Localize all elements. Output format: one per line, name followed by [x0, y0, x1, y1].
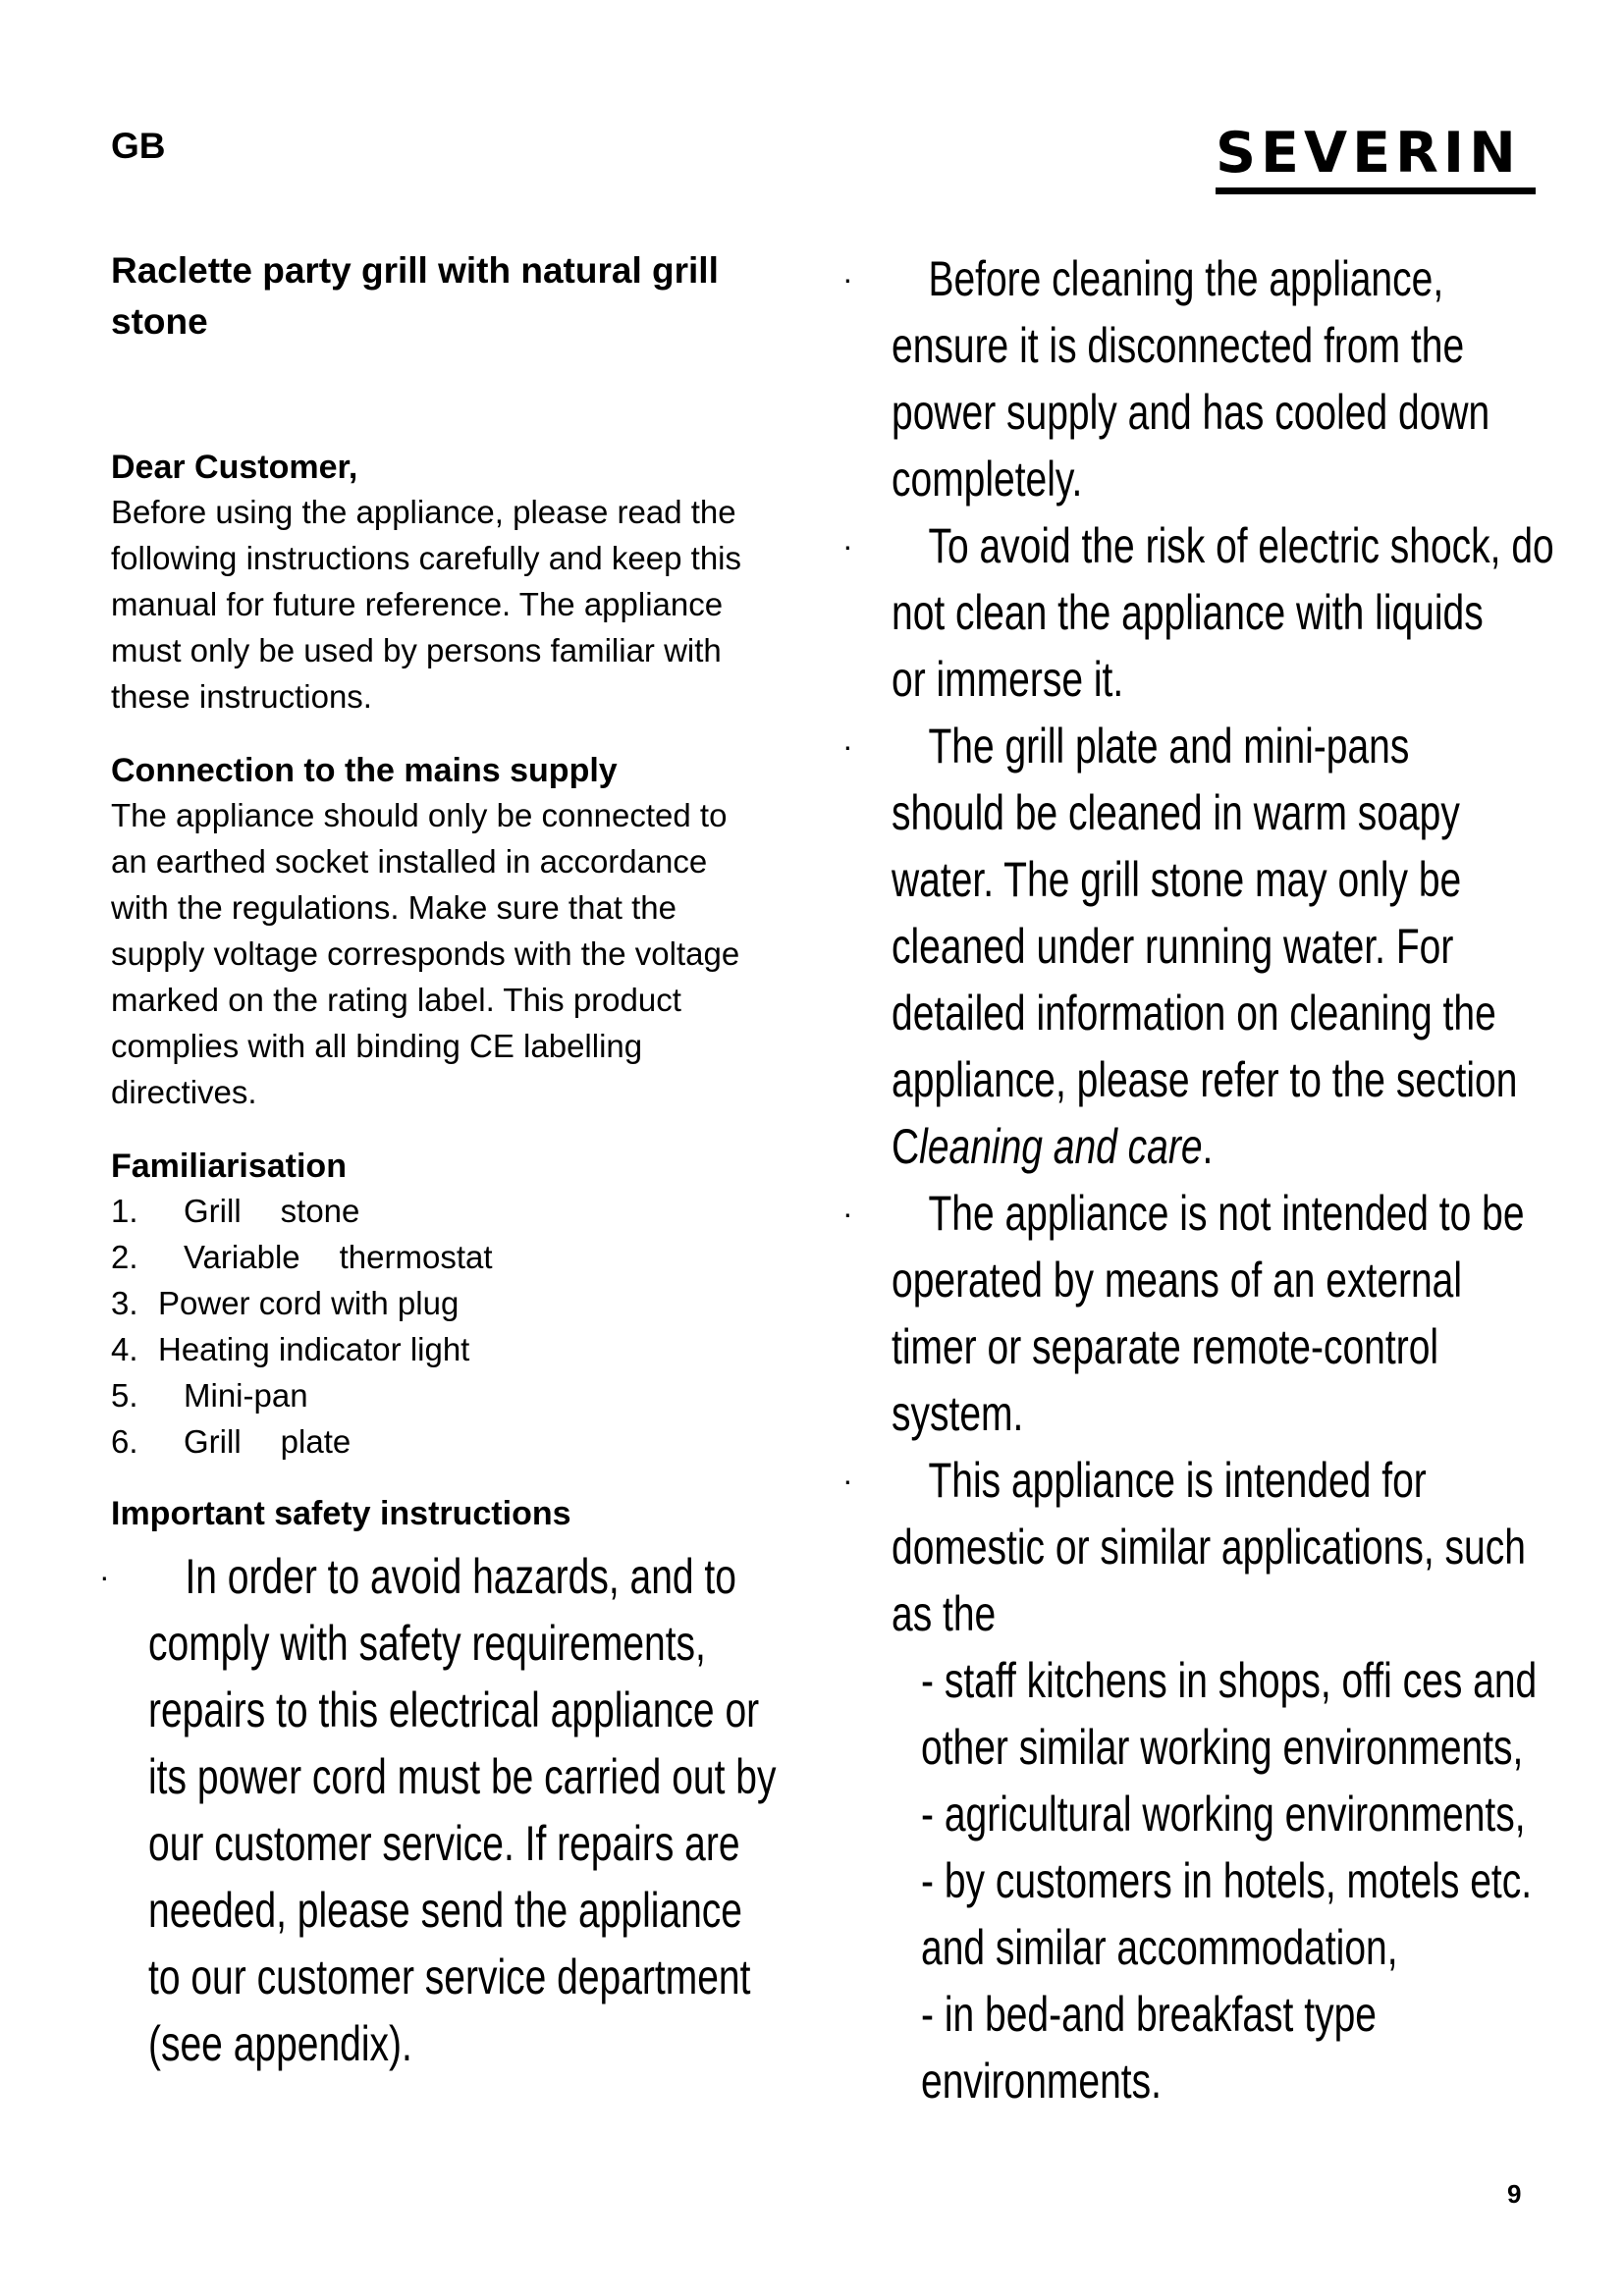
- bullet-icon: ·: [99, 1559, 110, 1594]
- bullet-icon: ·: [842, 261, 853, 296]
- list-item: and similar accommodation,: [921, 1920, 1398, 1975]
- left-column: [99, 245, 798, 2077]
- page-title: Raclette party grill with natural grill stone: [111, 250, 719, 342]
- page-number: 9: [1507, 2179, 1522, 2209]
- brand-logo: [1216, 121, 1536, 194]
- list-item: 5. Mini-pan: [111, 1377, 308, 1414]
- list-item: 1. Grill stone: [111, 1193, 360, 1229]
- brand-name: SEVERIN: [1216, 121, 1521, 186]
- section-reference: leaning and care: [919, 1119, 1203, 1174]
- familiarisation-section: [111, 1145, 798, 1465]
- list-item: 6. Grill plate: [111, 1423, 352, 1460]
- connection-heading: Connection to the mains supply: [111, 752, 618, 789]
- usage-environments-list: [892, 1647, 1600, 2114]
- logo-underline: [1216, 187, 1536, 194]
- list-item: - staff kitchens in shops, offi ces and: [921, 1653, 1538, 1708]
- bullet-icon: ·: [842, 1463, 853, 1498]
- greeting: Dear Customer,: [111, 449, 358, 486]
- list-item: - in bed-and breakfast type: [921, 1987, 1377, 2042]
- list-item: environments.: [921, 2054, 1162, 2109]
- safety-heading: Important safety instructions: [111, 1495, 571, 1532]
- safety-item: · In order to avoid hazards, and to comply with safety requirements, repairs to this electrical appliance or its power cord must be carried out by our customer service. If repairs are needed, please send the appliance to our customer service department (see appendix).: [111, 1543, 798, 2077]
- safety-item: · The grill plate and mini-pans should be cleaned in warm soapy water. The grill stone may only be cleaned under running water. For detailed information on cleaning the appliance, please refer to the section Cleaning and care.: [854, 713, 1600, 1180]
- safety-section: [99, 1492, 798, 2077]
- language-code: GB: [111, 126, 166, 166]
- safety-item: · To avoid the risk of electric shock, do not clean the appliance with liquids or immerse it.: [854, 512, 1600, 713]
- safety-item: · Before cleaning the appliance, ensure it is disconnected from the power supply and has cooled down completely.: [854, 245, 1600, 512]
- list-item: 2. Variable thermostat: [111, 1239, 493, 1275]
- list-item: - agricultural working environments,: [921, 1787, 1526, 1842]
- list-item: - by customers in hotels, motels etc.: [921, 1853, 1533, 1908]
- list-item: other similar working environments,: [921, 1720, 1524, 1775]
- list-item: 4. Heating indicator light: [111, 1331, 470, 1367]
- list-item: 3. Power cord with plug: [111, 1285, 460, 1321]
- intro-text: Before using the appliance, please read the following instructions carefully and keep this manual for future reference. The appliance must only be used by persons familiar with these instructions.: [111, 494, 742, 715]
- familiarisation-heading: Familiarisation: [111, 1148, 347, 1185]
- connection-text: The appliance should only be connected to an earthed socket installed in accordance with the regulations. Make sure that the supply voltage corresponds with the voltage marked on the rating label. This product complies with all binding CE labelling directives.: [111, 797, 740, 1110]
- safety-item: · This appliance is intended for domestic or similar applications, such as the - staff kitchens in shops, offi ces and other similar working environments, - agricultural working environments, - by customers in hotels, motels etc. and similar accommodation, - in bed-and breakfast type environments.: [854, 1447, 1600, 2114]
- bullet-icon: ·: [842, 528, 853, 563]
- safety-item: · The appliance is not intended to be operated by means of an external timer or separate remote-control system.: [854, 1180, 1600, 1447]
- intro-section: [111, 446, 798, 720]
- bullet-icon: ·: [842, 728, 853, 764]
- bullet-icon: ·: [842, 1196, 853, 1231]
- connection-section: [111, 749, 798, 1115]
- right-column: [842, 245, 1600, 2114]
- familiarisation-list: [111, 1188, 798, 1465]
